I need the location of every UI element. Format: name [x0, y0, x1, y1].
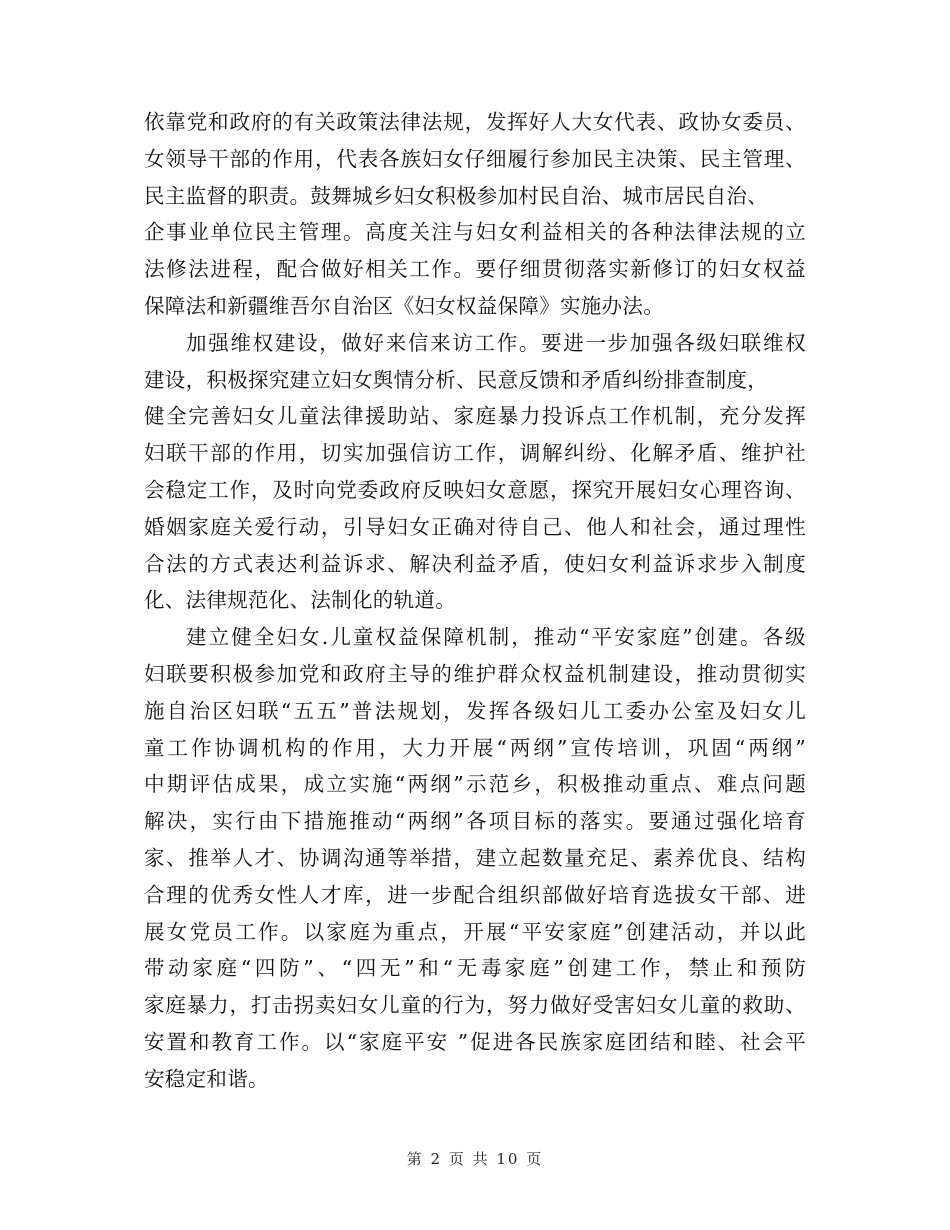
document-body: [144, 104, 806, 1098]
text-line: 保障法和新疆维吾尔自治区《妇女权益保障》实施办法。: [144, 293, 664, 318]
text-line: 解决，实行由下措施推动“两纲”各项目标的落实。要通过强化培育: [144, 809, 806, 834]
text-line: 企事业单位民主管理。高度关注与妇女利益相关的各种法律法规的立: [144, 220, 806, 245]
text-line: 建设，积极探究建立妇女舆情分析、民意反馈和矛盾纠纷排查制度，: [144, 367, 768, 392]
text-line: 依靠党和政府的有关政策法律法规，发挥好人大女代表、政协女委员、: [144, 110, 806, 134]
page-footer: 第 2 页 共 10 页: [406, 1150, 544, 1168]
text-line: 会稳定工作，及时向党委政府反映妇女意愿，探究开展妇女心理咨询、: [144, 477, 806, 502]
text-line: 家、推举人才、协调沟通等举措，建立起数量充足、素养优良、结构: [144, 845, 806, 870]
text-line: 健全完善妇女儿童法律援助站、家庭暴力投诉点工作机制，充分发挥: [144, 404, 806, 429]
paragraph: [144, 619, 806, 1097]
text-line: 童工作协调机构的作用，大力开展“两纲”宣传培训，巩固“两纲”: [144, 735, 806, 760]
text-line: 化、法律规范化、法制化的轨道。: [144, 588, 456, 613]
text-line: 妇联干部的作用，切实加强信访工作，调解纠纷、化解矛盾、维护社: [144, 441, 806, 466]
text-line: 合法的方式表达利益诉求、解决利益矛盾，使妇女利益诉求步入制度: [144, 551, 806, 576]
text-line: 法修法进程，配合做好相关工作。要仔细贯彻落实新修订的妇女权益: [144, 257, 806, 282]
text-line: 婚姻家庭关爱行动，引导妇女正确对待自己、他人和社会，通过理性: [144, 514, 806, 539]
text-line: 施自治区妇联“五五”普法规划，发挥各级妇儿工委办公室及妇女儿: [144, 698, 806, 723]
text-line: 展女党员工作。以家庭为重点，开展“平安家庭”创建活动，并以此: [144, 919, 806, 944]
text-line: 建立健全妇女.儿童权益保障机制，推动“平安家庭”创建。各级: [186, 625, 806, 650]
text-line: 家庭暴力，打击拐卖妇女儿童的行为，努力做好受害妇女儿童的救助、: [144, 993, 806, 1018]
text-line: 中期评估成果，成立实施“两纲”示范乡，积极推动重点、难点问题: [144, 772, 806, 797]
paragraph: [144, 104, 806, 325]
text-line: 安置和教育工作。以“家庭平安 ”促进各民族家庭团结和睦、社会平: [144, 1029, 806, 1054]
text-line: 带动家庭“四防”、“四无”和“无毒家庭”创建工作，禁止和预防: [144, 956, 806, 981]
text-line: 合理的优秀女性人才库，进一步配合组织部做好培育选拔女干部、进: [144, 882, 806, 907]
text-line: 妇联要积极参加党和政府主导的维护群众权益机制建设，推动贯彻实: [144, 661, 806, 686]
text-line: 民主监督的职责。鼓舞城乡妇女积极参加村民自治、城市居民自治、: [144, 183, 768, 208]
text-line: 加强维权建设，做好来信来访工作。要进一步加强各级妇联维权: [186, 330, 806, 355]
text-line: 女领导干部的作用，代表各族妇女仔细履行参加民主决策、民主管理、: [144, 146, 806, 171]
paragraph: [144, 325, 806, 619]
text-line: 安稳定和谐。: [144, 1066, 269, 1091]
